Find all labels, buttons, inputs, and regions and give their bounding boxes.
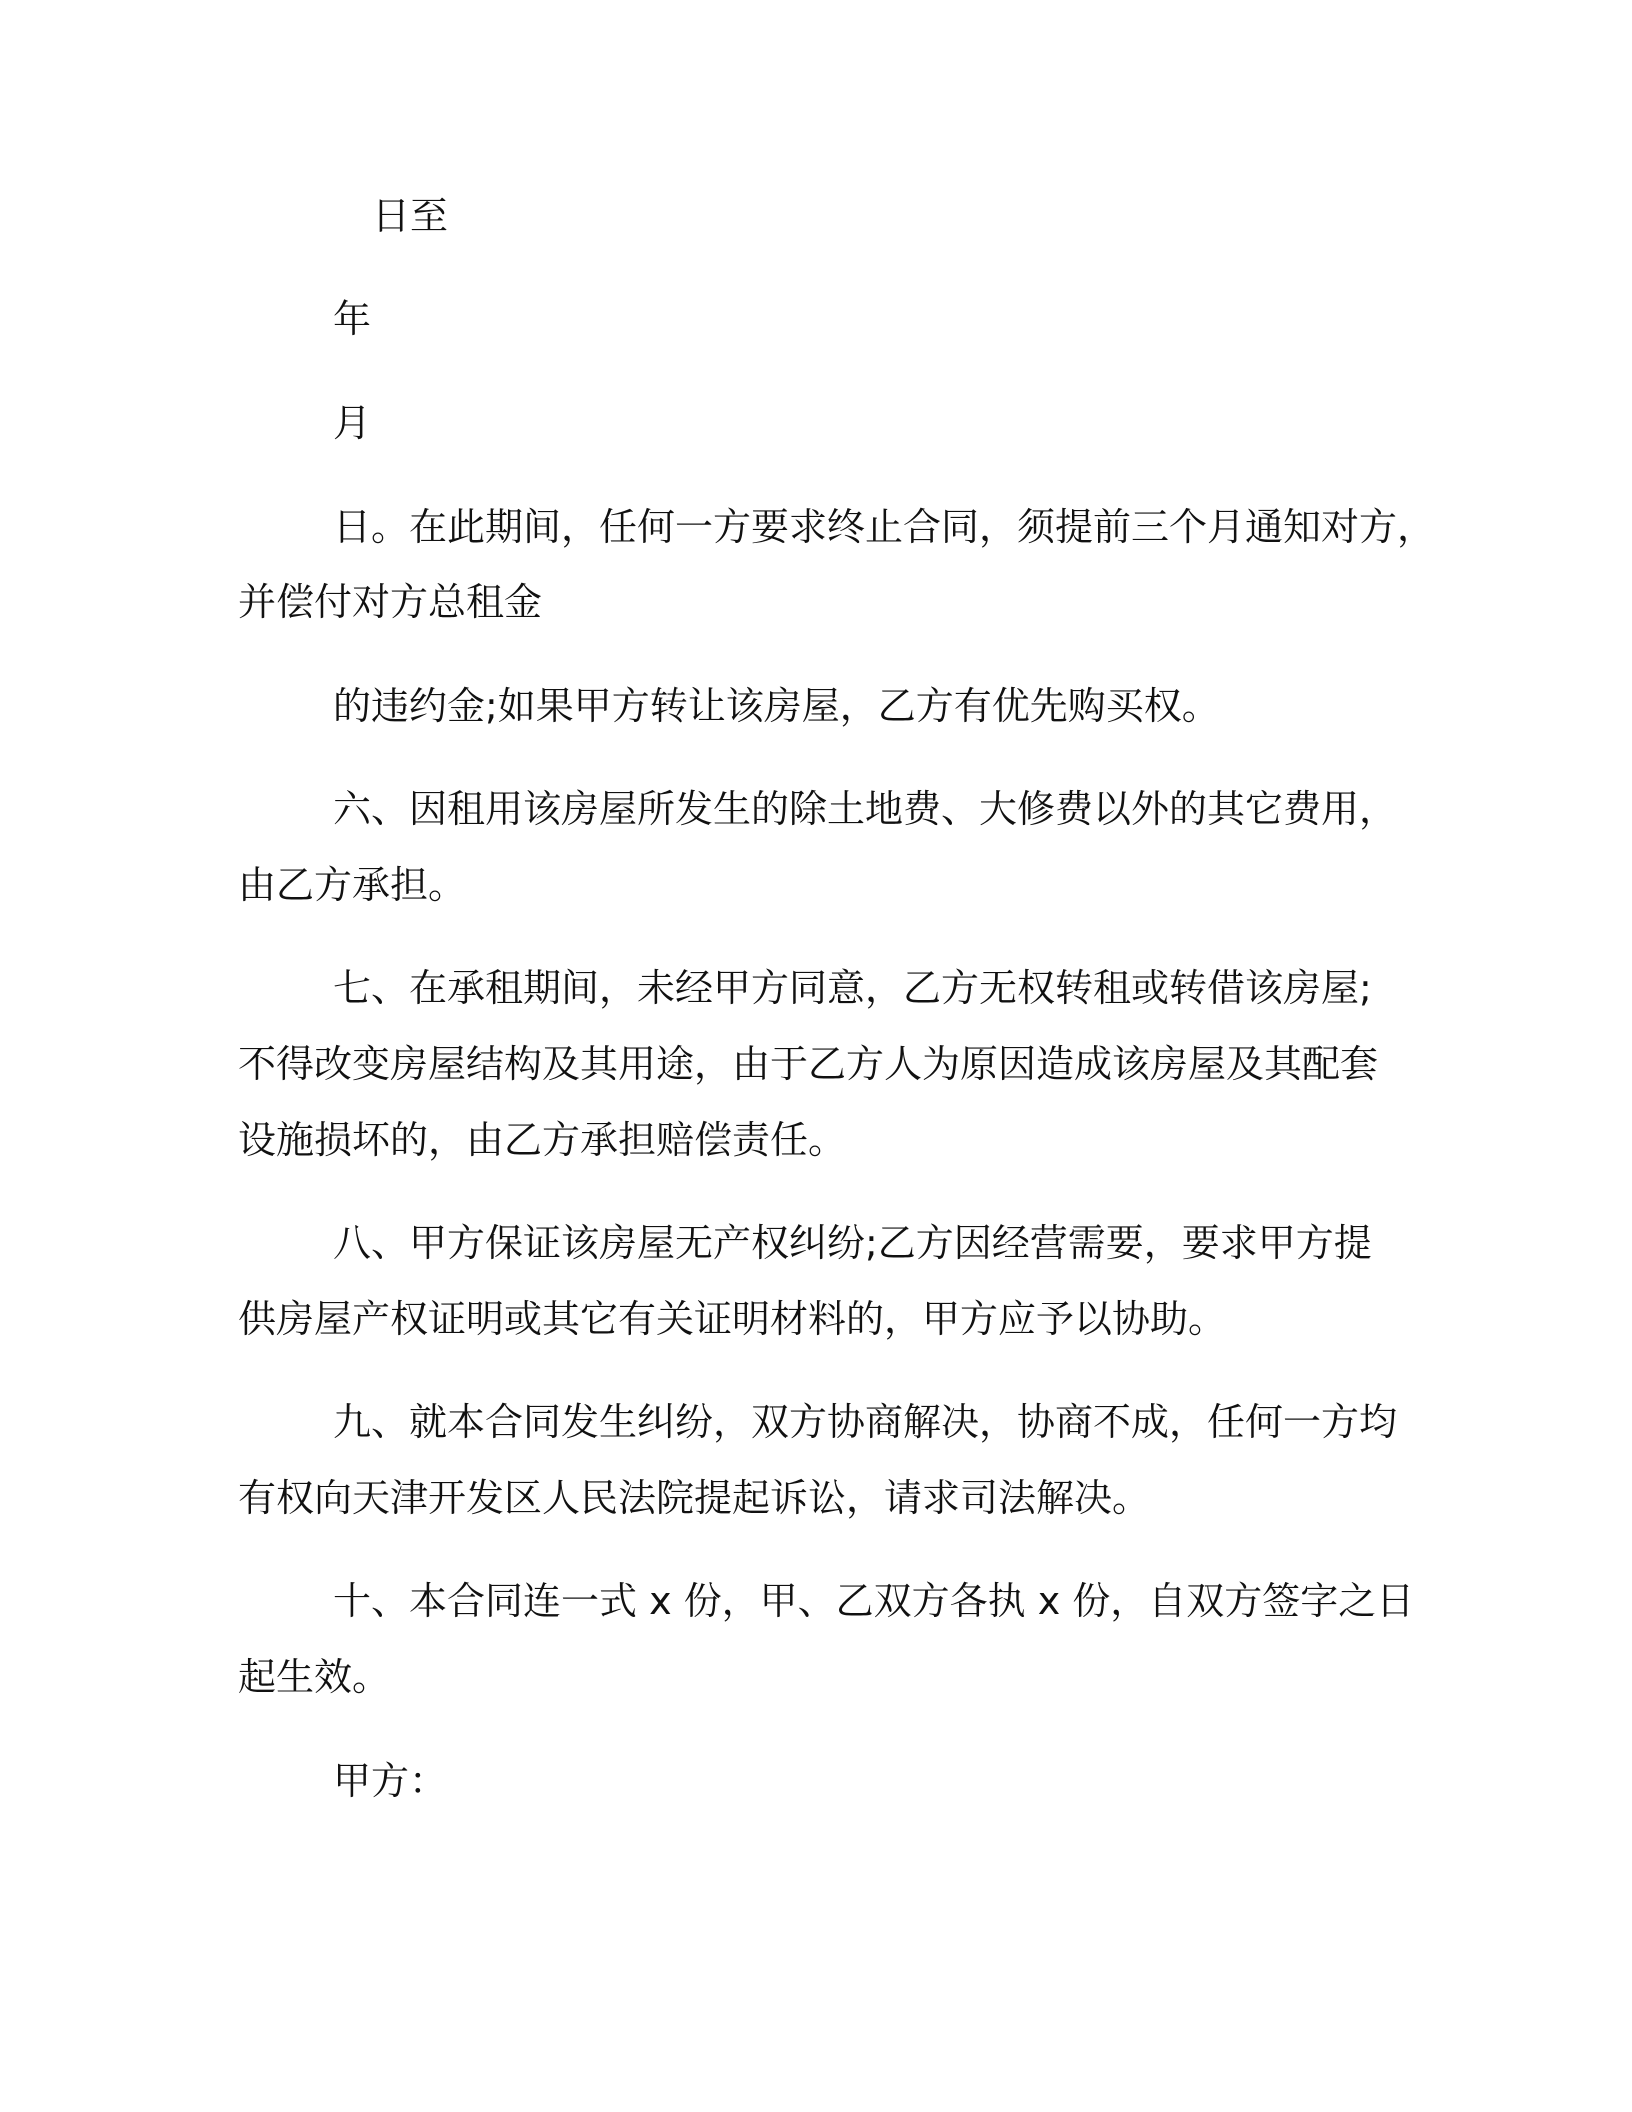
text-line-4: 日。在此期间，任何一方要求终止合同，须提前三个月通知对方， [333,505,1436,549]
text-line-1: 日至 [372,194,449,238]
text-line-12: 八、甲方保证该房屋无产权纠纷;乙方因经营需要，要求甲方提 [333,1221,1372,1265]
text-line-2: 年 [333,297,372,341]
text-line-18: 甲方： [333,1759,448,1803]
text-line-13: 供房屋产权证明或其它有关证明材料的，甲方应予以协助。 [238,1297,1227,1341]
text-line-16: 十、本合同连一式 x 份，甲、乙双方各执 x 份，自双方签字之日 [333,1579,1415,1623]
text-line-5: 并偿付对方总租金 [238,580,543,624]
text-line-7: 六、因租用该房屋所发生的除土地费、大修费以外的其它费用， [333,787,1398,831]
text-line-11: 设施损坏的，由乙方承担赔偿责任。 [238,1118,847,1162]
text-line-3: 月 [333,401,372,445]
text-line-6: 的违约金;如果甲方转让该房屋，乙方有优先购买权。 [333,684,1220,728]
text-line-17: 起生效。 [238,1655,391,1699]
text-line-10: 不得改变房屋结构及其用途，由于乙方人为原因造成该房屋及其配套 [238,1042,1379,1086]
text-line-9: 七、在承租期间，未经甲方同意，乙方无权转租或转借该房屋; [333,966,1372,1010]
text-line-8: 由乙方承担。 [238,863,467,907]
text-line-15: 有权向天津开发区人民法院提起诉讼，请求司法解决。 [238,1476,1151,1520]
text-line-14: 九、就本合同发生纠纷，双方协商解决，协商不成，任何一方均 [333,1400,1398,1444]
